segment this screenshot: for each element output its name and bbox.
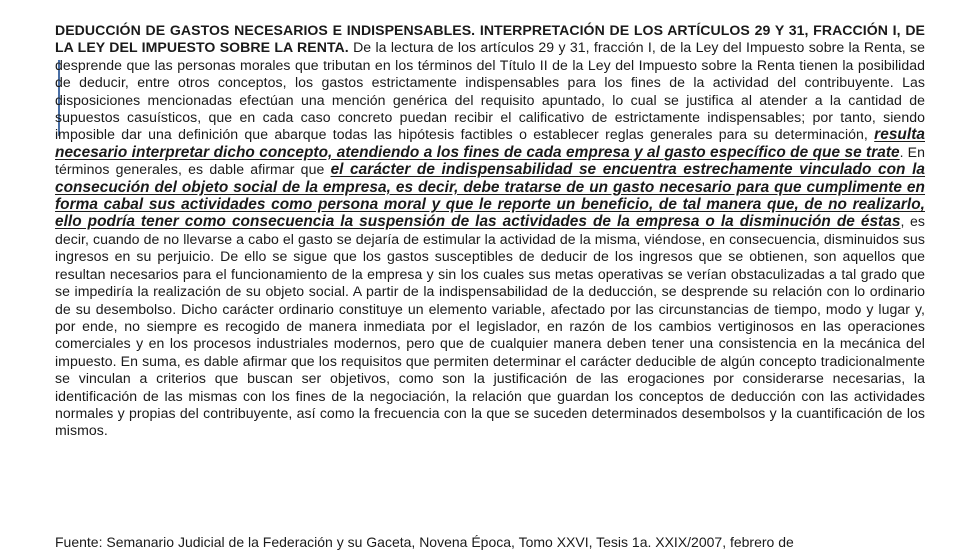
- thesis-text-3: , es decir, cuando de no llevarse a cabo el gasto se dejaría de estimular la actividad de la misma, viéndose, en consecuencia, disminuidos sus ingresos en su perjuicio. De ello se sigue que los gastos susceptibles de deducir de los ingresos que se obtienen, son aquellos que resultan necesarios para el funcionamiento de la empresa y sin los cuales sus metas operativas se verían obstaculizadas a tal grado que se impediría la realización de su objeto social. A partir de la indispensabilidad de la deducción, se desprende su relación con lo ordinario de su desembolso. Dicho carácter ordinario constituye un elemento variable, afectado por las circunstancias de tiempo, modo y lugar y, por ende, no siempre es recogido de manera inmediata por el legislador, en razón de los cambios vertiginosos en las operaciones comerciales y en los procesos industriales modernos, pero que de cualquier manera deben tener una consistencia en la mecánica del impuesto. En suma, es dable afirmar que los requisitos que permiten determinar el carácter deducible de algún concepto tradicionalmente se vinculan a criterios que buscan ser objetivos, como son la justificación de las erogaciones por considerarse necesarias, la identificación de las mismas con los fines de la negociación, la relación que guardan los conceptos de deducción con las actividades normales y propias del contribuyente, así como la frecuencia con la que se suceden determinados desembolsos y la cuantificación de los mismos.: [55, 213, 925, 439]
- thesis-text-2: . En términos generales, es dable afirmar que: [55, 143, 925, 178]
- source-footer: Fuente: Semanario Judicial de la Federación y su Gaceta, Novena Época, Tomo XXVI, Tesis 1a. XXIX/2007, febrero de: [55, 534, 794, 550]
- thesis-text-1: De la lectura de los artículos 29 y 31, fracción I, de la Ley del Impuesto sobre la Renta, se desprende que las personas morales que tributan en los términos del Título II de la Ley del Impuesto sobre la Renta tienen la posibilidad de deducir, entre otros conceptos, los gastos estrictamente indispensables para los fines de la actividad del contribuyente. Las disposiciones mencionadas efectúan una mención genérica del requisito apuntado, lo cual se justifica al atender a la cantidad de supuestos casuísticos, que en cada caso concreto puedan recibir el calificativo de estrictamente indispensables; por tanto, siendo imposible dar una definición que abarque todas las hipótesis factibles o establecer reglas generales para su determinación,: [55, 39, 925, 143]
- thesis-paragraph: [55, 22, 925, 440]
- thesis-title: DEDUCCIÓN DE GASTOS NECESARIOS E INDISPENSABLES. INTERPRETACIÓN DE LOS ARTÍCULOS 29 Y 31, FRACCIÓN I, DE LA LEY DEL IMPUESTO SOBRE LA RENTA.: [55, 22, 925, 56]
- thesis-emphasis-2: el carácter de indispensabilidad se encuentra estrechamente vinculado con la consecución del objeto social de la empresa, es decir, debe tratarse de un gasto necesario para que cumplimente en forma cabal sus actividades como persona moral y que le reporte un beneficio, de tal manera que, de no realizarlo, ello podría tener como consecuencia la suspensión de las actividades de la empresa o la disminución de éstas: [55, 161, 926, 231]
- thesis-emphasis-1: resulta necesario interpretar dicho concepto, atendiendo a los fines de cada empresa y al gasto específico de que se trate: [55, 126, 925, 161]
